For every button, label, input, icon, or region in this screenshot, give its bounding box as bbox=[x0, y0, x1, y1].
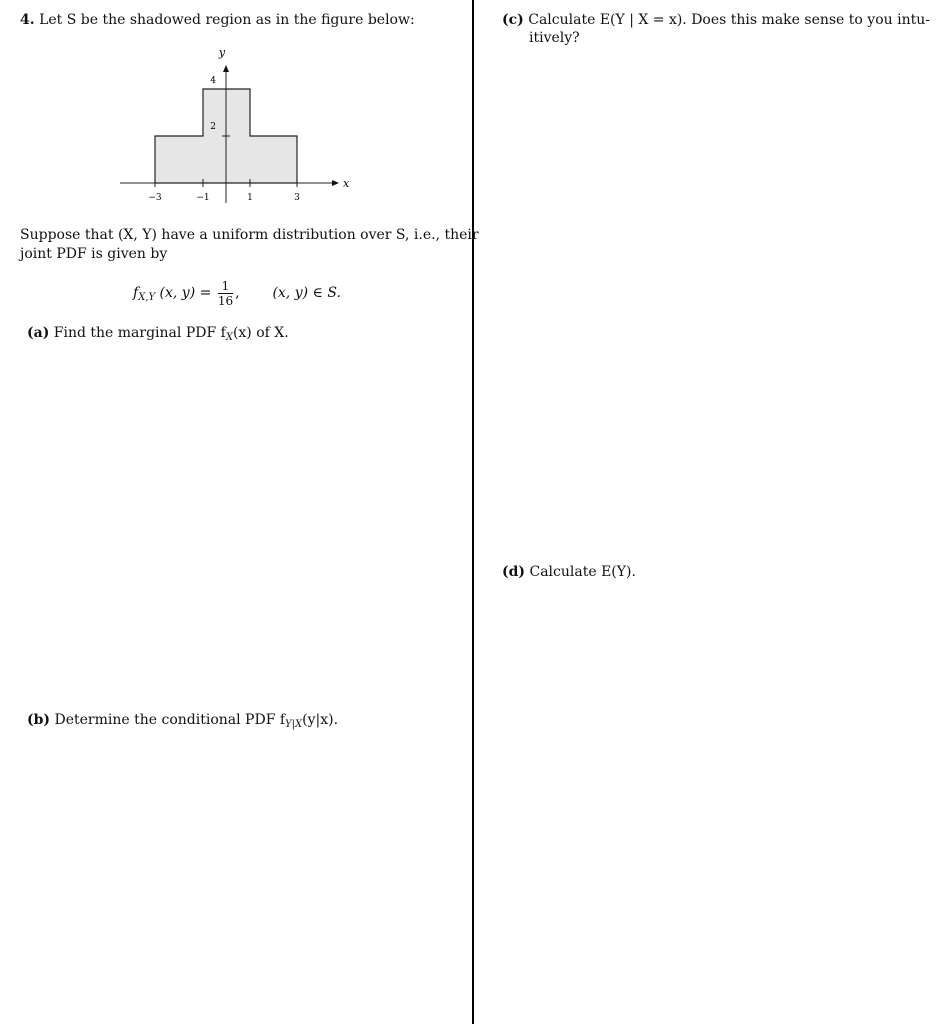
pdf-numerator: 1 bbox=[218, 279, 233, 294]
part-a-subscript: X bbox=[225, 332, 233, 343]
part-c bbox=[502, 11, 930, 29]
part-c-continued: itively? bbox=[529, 30, 580, 46]
y-tick-label: 2 bbox=[210, 122, 216, 132]
part-b-tail: (y|x). bbox=[302, 712, 339, 728]
x-tick-label: 1 bbox=[247, 193, 253, 203]
pdf-subscript: X,Y bbox=[138, 292, 156, 303]
pdf-function: f bbox=[133, 285, 139, 301]
pdf-fraction bbox=[218, 279, 233, 308]
x-tick-label: −3 bbox=[148, 193, 162, 203]
part-b bbox=[27, 711, 338, 734]
part-b-text: Determine the conditional PDF f bbox=[54, 712, 286, 728]
part-a-text: Find the marginal PDF f bbox=[53, 325, 226, 341]
x-axis-label: x bbox=[343, 177, 350, 190]
part-a-tail: (x) of X. bbox=[232, 325, 289, 341]
part-c-text: Calculate E(Y | X = x). Does this make sense to you intu- bbox=[528, 12, 930, 28]
part-b-label: (b) bbox=[27, 712, 51, 728]
part-d bbox=[502, 563, 636, 581]
part-a bbox=[27, 324, 289, 347]
supposition-line-1: Suppose that (X, Y) have a uniform distribution over S, i.e., their bbox=[20, 227, 479, 243]
column-divider bbox=[472, 0, 474, 1024]
part-b-subscript: Y|X bbox=[285, 719, 303, 730]
supposition-line-2: joint PDF is given by bbox=[20, 246, 168, 262]
part-d-text: Calculate E(Y). bbox=[529, 564, 636, 580]
pdf-args: (x, y) = bbox=[159, 285, 212, 301]
part-c-label: (c) bbox=[502, 12, 524, 28]
y-tick-label: 4 bbox=[210, 76, 216, 86]
problem-intro bbox=[20, 11, 415, 29]
pdf-domain: (x, y) ∈ S. bbox=[272, 285, 341, 301]
x-tick-label: 3 bbox=[294, 193, 300, 203]
x-tick-label: −1 bbox=[196, 193, 210, 203]
joint-pdf-equation bbox=[133, 278, 341, 313]
problem-intro-text: Let S be the shadowed region as in the figure below: bbox=[39, 12, 415, 28]
part-d-label: (d) bbox=[502, 564, 526, 580]
pdf-denominator: 16 bbox=[217, 293, 234, 308]
region-figure bbox=[110, 40, 360, 210]
y-axis-label: y bbox=[218, 46, 226, 59]
part-a-label: (a) bbox=[27, 325, 50, 341]
pdf-comma: , bbox=[235, 285, 240, 301]
problem-number: 4. bbox=[20, 12, 35, 28]
